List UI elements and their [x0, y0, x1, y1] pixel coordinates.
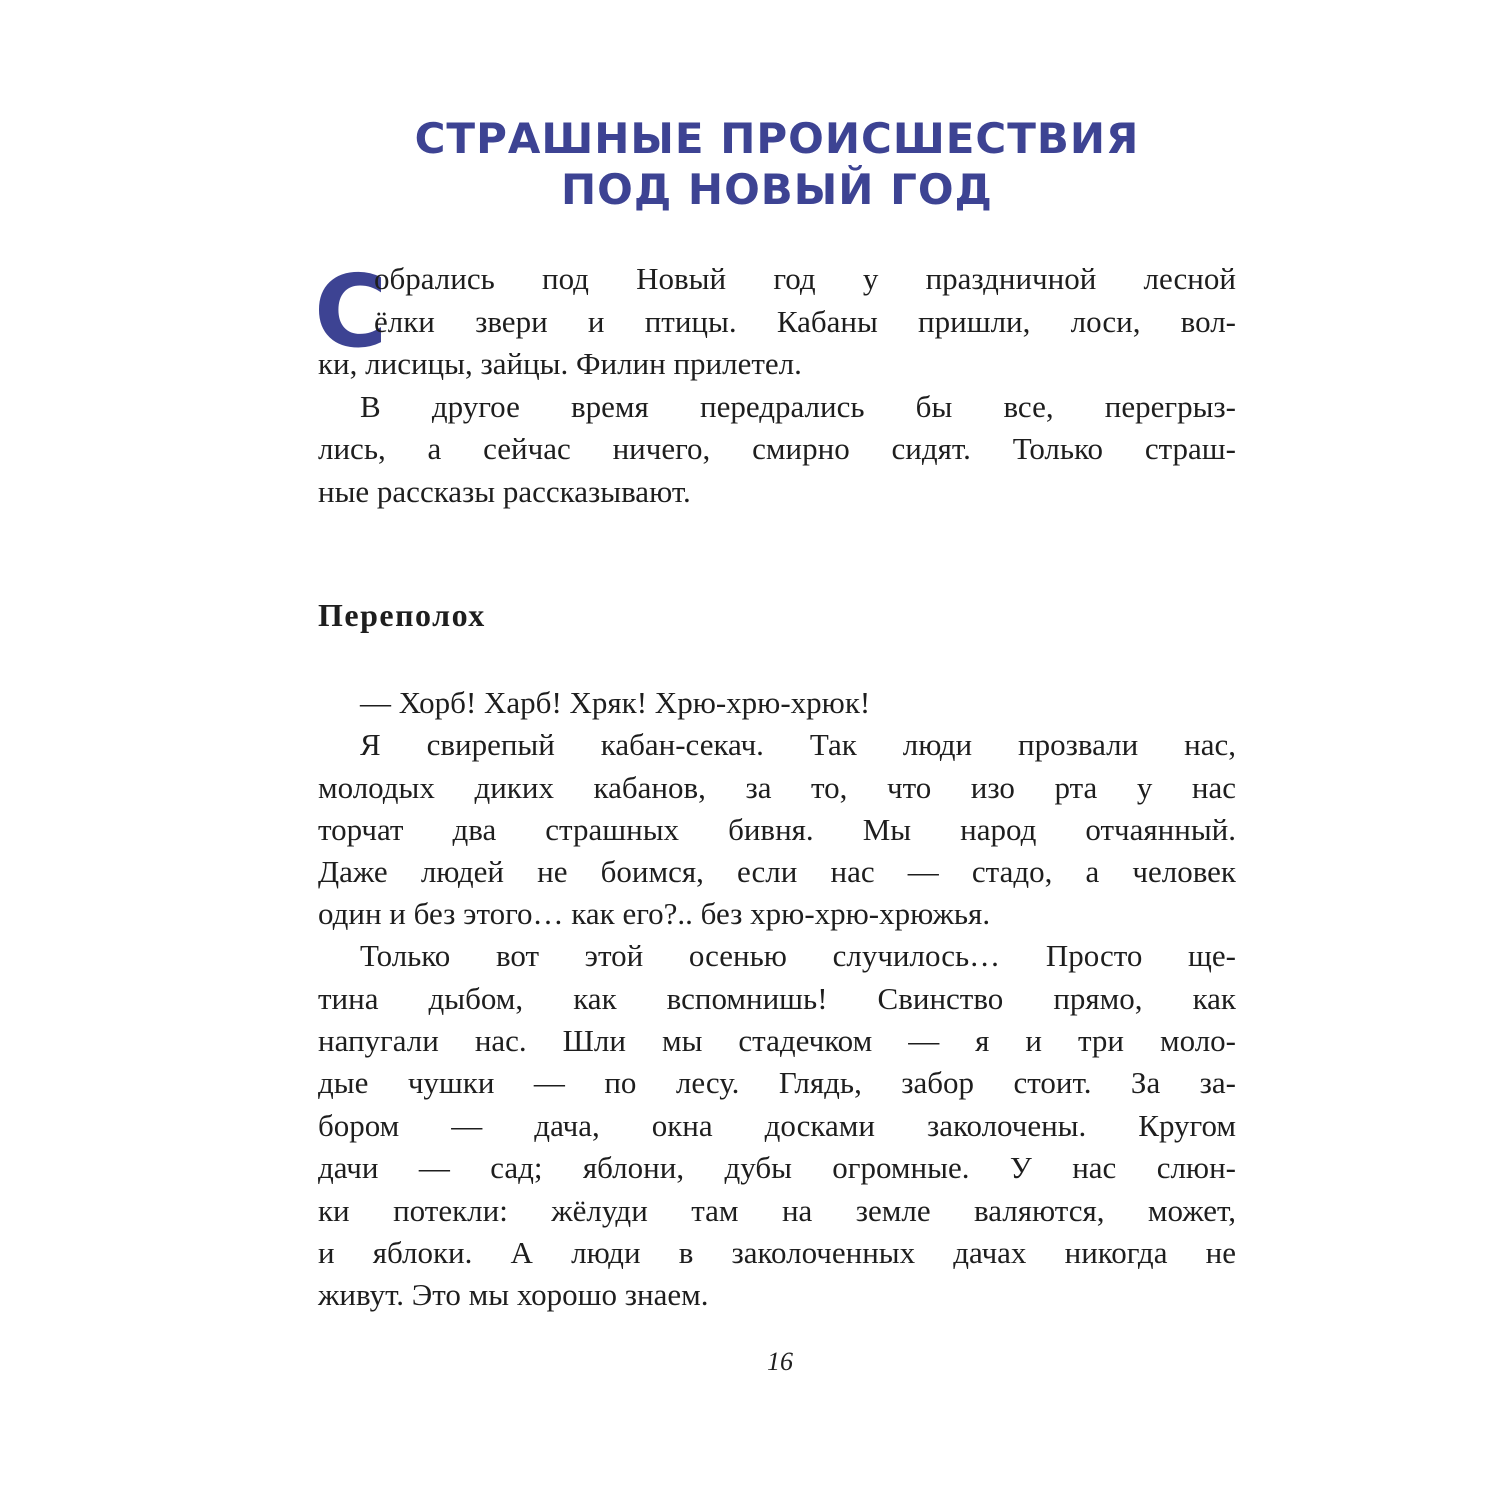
story-line: Только вот этой осенью случилось… Просто ще-	[360, 938, 1236, 973]
story-line: и яблоки. А люди в заколоченных дачах никогда не	[318, 1235, 1236, 1270]
story-line: Даже людей не боимся, если нас — стадо, а человек	[318, 854, 1236, 889]
chapter-title-line-1: СТРАШНЫЕ ПРОИСШЕСТВИЯ	[414, 114, 1140, 163]
section-heading: Переполох	[318, 597, 486, 633]
story-line: тина дыбом, как вспомнишь! Свинство прямо, как	[318, 981, 1236, 1016]
story-line: дачи — сад; яблони, дубы огромные. У нас слюн-	[318, 1150, 1236, 1185]
story-line: торчат два страшных бивня. Мы народ отчаянный.	[318, 812, 1236, 847]
chapter-title-line-2: ПОД НОВЫЙ ГОД	[561, 165, 993, 214]
story-line: молодых диких кабанов, за то, что изо рта у нас	[318, 770, 1236, 805]
story-line: Я свирепый кабан-секач. Так люди прозвали нас,	[360, 727, 1236, 762]
story-line: бором — дача, окна досками заколочены. Кругом	[318, 1108, 1236, 1143]
story-line: — Хорб! Харб! Хряк! Хрю-хрю-хрюк!	[360, 685, 871, 720]
story-line: дые чушки — по лесу. Глядь, забор стоит. За за-	[318, 1065, 1236, 1100]
story-line: один и без этого… как его?.. без хрю-хрю-хрюжья.	[318, 896, 991, 931]
page-number: 16	[767, 1347, 793, 1376]
story-line: живут. Это мы хорошо знаем.	[318, 1277, 709, 1312]
intro-line: В другое время передрались бы все, перегрыз-	[360, 389, 1236, 424]
intro-line: ёлки звери и птицы. Кабаны пришли, лоси, вол-	[374, 304, 1236, 339]
story-line: напугали нас. Шли мы стадечком — я и три моло-	[318, 1023, 1236, 1058]
story-line: ки потекли: жёлуди там на земле валяются, может,	[318, 1193, 1236, 1228]
intro-line: ки, лисицы, зайцы. Филин прилетел.	[318, 346, 802, 381]
intro-line: ные рассказы рассказывают.	[318, 474, 691, 509]
intro-line: лись, а сейчас ничего, смирно сидят. Только страш-	[318, 431, 1236, 466]
drop-cap-letter: С	[314, 253, 388, 370]
intro-line: обрались под Новый год у праздничной лесной	[374, 261, 1236, 296]
